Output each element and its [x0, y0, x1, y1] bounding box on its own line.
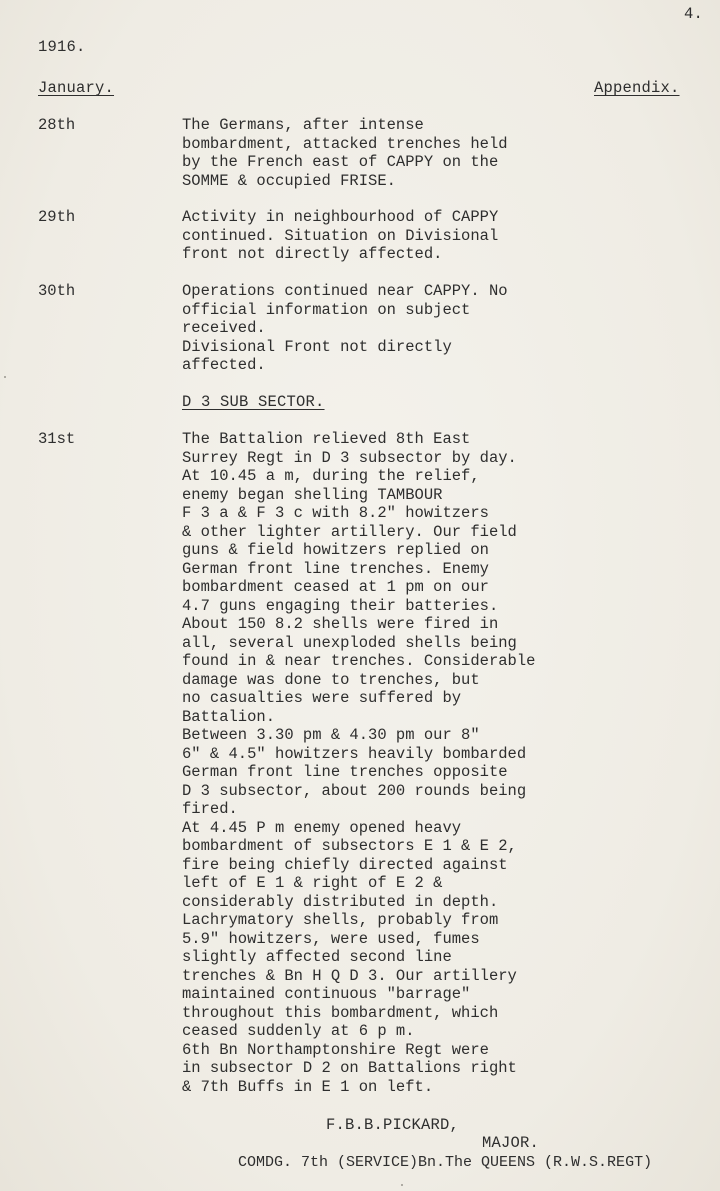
entry-line: fire being chiefly directed against [182, 855, 508, 874]
entry-date: 31st [38, 430, 76, 448]
entry-line: fired. [182, 800, 238, 818]
entry-line: About 150 8.2 shells were fired in [182, 615, 499, 633]
entry-line: German front line trenches. Enemy [182, 559, 489, 578]
entry-line: German front line trenches opposite [182, 763, 508, 781]
entry-line: Activity in neighbourhood of CAPPY [182, 208, 499, 226]
signature-name: F.B.B.PICKARD, [326, 1116, 460, 1134]
entry-date: 28th [38, 116, 76, 134]
signature-command: COMDG. 7th (SERVICE)Bn.The QUEENS (R.W.S.REGT) [238, 1154, 653, 1171]
entry-date: 29th [38, 208, 76, 226]
entry-text [182, 282, 508, 375]
entry-line: damage was done to trenches, but [182, 670, 480, 689]
entry-line: by the French east of CAPPY on the [182, 153, 499, 171]
paper-speck [401, 1184, 403, 1186]
entry-line: Between 3.30 pm & 4.30 pm our 8" [182, 726, 480, 744]
month-heading: January. [38, 79, 115, 97]
entry-line: slightly affected second line [182, 948, 452, 966]
entry-line: affected. [182, 356, 266, 374]
entry-line: At 10.45 a m, during the relief, [182, 467, 480, 485]
entry-line: Divisional Front not directly [182, 337, 452, 356]
entry-line: all, several unexploded shells being [182, 633, 517, 652]
entry-text [182, 430, 535, 1096]
entry-line: bombardment, attacked trenches held [182, 134, 508, 153]
entry-line: trenches & Bn H Q D 3. Our artillery [182, 966, 517, 985]
signature-rank: MAJOR. [482, 1134, 540, 1152]
entry-line: ceased suddenly at 6 p m. [182, 1022, 415, 1040]
entry-line: Surrey Regt in D 3 subsector by day. [182, 448, 517, 467]
entry-line: no casualties were suffered by [182, 689, 462, 707]
entry-line: maintained continuous "barrage" [182, 985, 471, 1003]
entry-line: & 7th Buffs in E 1 on left. [182, 1077, 434, 1096]
entry-line: left of E 1 & right of E 2 & [182, 874, 443, 892]
entry-line: 6th Bn Northamptonshire Regt were [182, 1040, 489, 1059]
entry-line: 6" & 4.5" howitzers heavily bombarded [182, 744, 527, 763]
entry-line: enemy began shelling TAMBOUR [182, 485, 443, 504]
page-number: 4. [684, 5, 704, 23]
entry-line: 4.7 guns engaging their batteries. [182, 596, 499, 615]
entry-line: F 3 a & F 3 c with 8.2" howitzers [182, 504, 489, 522]
entry-text [182, 116, 508, 190]
entry-line: At 4.45 P m enemy opened heavy [182, 818, 462, 837]
entry-line: guns & field howitzers replied on [182, 541, 489, 559]
entry-line: bombardment of subsectors E 1 & E 2, [182, 837, 517, 855]
entry-line: front not directly affected. [182, 245, 443, 263]
entry-line: received. [182, 319, 266, 337]
entry-line: considerably distributed in depth. [182, 892, 499, 911]
entry-line: 5.9" howitzers, were used, fumes [182, 929, 480, 948]
entry-text [182, 208, 498, 264]
appendix-heading: Appendix. [594, 79, 680, 97]
entry-line: in subsector D 2 on Battalions right [182, 1059, 517, 1077]
entry-line: & other lighter artillery. Our field [182, 522, 517, 541]
year-heading: 1916. [38, 38, 86, 56]
entry-line: Operations continued near CAPPY. No [182, 282, 508, 300]
entry-line: The Battalion relieved 8th East [182, 430, 471, 448]
subsector-heading: D 3 SUB SECTOR. [182, 393, 325, 411]
entry-line: official information on subject [182, 300, 471, 319]
entry-line: throughout this bombardment, which [182, 1003, 499, 1022]
entry-line: Lachrymatory shells, probably from [182, 911, 499, 929]
entry-line: bombardment ceased at 1 pm on our [182, 578, 489, 596]
entry-line: SOMME & occupied FRISE. [182, 171, 396, 190]
entry-date: 30th [38, 282, 76, 300]
entry-line: continued. Situation on Divisional [182, 226, 499, 245]
entry-line: The Germans, after intense [182, 116, 424, 134]
entry-line: found in & near trenches. Considerable [182, 652, 536, 670]
entry-line: D 3 subsector, about 200 rounds being [182, 781, 527, 800]
entry-line: Battalion. [182, 707, 276, 726]
paper-speck [4, 376, 6, 378]
